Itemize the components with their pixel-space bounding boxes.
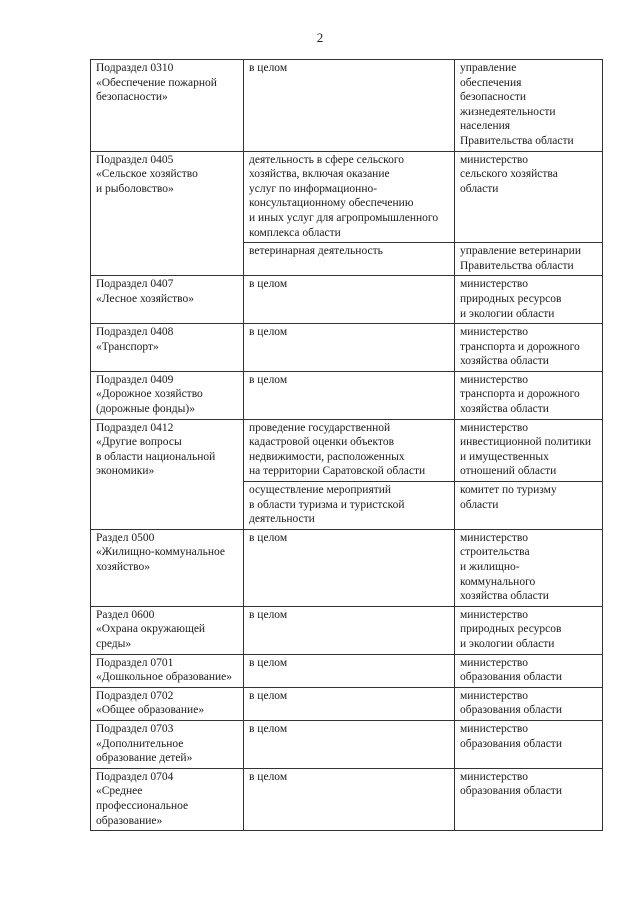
agency-cell (455, 768, 603, 830)
table-row (91, 419, 603, 481)
section-cell (91, 529, 244, 606)
activity-text: в целом (249, 722, 288, 735)
agency-cell (455, 687, 603, 720)
activity-cell (244, 768, 455, 830)
agency-text: министерство строительства и жилищно- коммунального хозяйства области (460, 531, 549, 603)
table-row (91, 720, 603, 768)
table-row (91, 606, 603, 654)
section-text: Подраздел 0701 «Дошкольное образование» (96, 656, 233, 684)
agency-cell (455, 60, 603, 152)
table-row (91, 324, 603, 372)
agency-text: министерство образования области (460, 770, 562, 798)
section-cell (91, 60, 244, 152)
agency-cell (455, 151, 603, 243)
section-text: Подраздел 0703 «Дополнительное образование детей» (96, 722, 193, 765)
agency-text: министерство природных ресурсов и экологии области (460, 608, 562, 650)
agency-text: министерство сельского хозяйства области (460, 153, 558, 195)
section-cell (91, 371, 244, 419)
activity-cell (244, 720, 455, 768)
section-text: Подраздел 0407 «Лесное хозяйство» (96, 278, 195, 305)
agency-cell (455, 276, 603, 324)
agency-text: министерство инвестиционной политики и имущественных отношений области (460, 421, 592, 478)
agency-cell (455, 654, 603, 687)
section-cell (91, 324, 244, 372)
table-row (91, 371, 603, 419)
section-text: Подраздел 0310 «Обеспечение пожарной безопасности» (96, 62, 217, 104)
section-text: Подраздел 0412 «Другие вопросы в области национальной экономики» (96, 421, 216, 478)
table-row (91, 60, 603, 152)
activity-text: в целом (249, 62, 288, 74)
activity-text: в целом (249, 656, 288, 669)
activity-cell (244, 687, 455, 720)
activity-text: проведение государственной кадастровой оценки объектов недвижимости, расположенных на территории Саратовской области (249, 421, 426, 478)
page-number: 2 (316, 30, 324, 45)
table-row (91, 529, 603, 606)
activity-text: в целом (249, 278, 288, 291)
table-row (91, 687, 603, 720)
table-body (91, 60, 603, 831)
activity-text: в целом (249, 531, 288, 544)
activity-text: в целом (249, 373, 288, 386)
table-row (91, 768, 603, 830)
responsibility-table (90, 59, 603, 831)
table-row (91, 276, 603, 324)
agency-text: министерство природных ресурсов и экологии области (460, 278, 562, 320)
section-cell (91, 151, 244, 276)
activity-text: ветеринарная деятельность (249, 245, 383, 258)
activity-cell (244, 60, 455, 152)
section-cell (91, 720, 244, 768)
section-text: Подраздел 0704 «Среднее профессиональное образование» (96, 770, 189, 827)
section-cell (91, 276, 244, 324)
agency-text: министерство образования области (460, 656, 562, 684)
activity-cell (244, 419, 455, 481)
activity-cell (244, 654, 455, 687)
agency-text: управление обеспечения безопасности жизнедеятельности населения Правительства области (460, 62, 574, 147)
agency-text: министерство транспорта и дорожного хозяйства области (460, 373, 580, 416)
section-cell (91, 654, 244, 687)
section-text: Подраздел 0408 «Транспорт» (96, 326, 174, 353)
agency-text: министерство транспорта и дорожного хозяйства области (460, 326, 580, 368)
agency-cell (455, 243, 603, 276)
activity-text: в целом (249, 326, 288, 339)
section-cell (91, 687, 244, 720)
activity-text: деятельность в сфере сельского хозяйства, включая оказание услуг по информационно- консультационному обеспечению и иных услуг для агропромышленного комплекса области (249, 153, 439, 239)
activity-cell (244, 482, 455, 530)
activity-cell (244, 324, 455, 372)
section-text: Подраздел 0409 «Дорожное хозяйство (дорожные фонды)» (96, 373, 203, 416)
section-text: Раздел 0600 «Охрана окружающей среды» (96, 608, 206, 650)
agency-cell (455, 371, 603, 419)
section-cell (91, 606, 244, 654)
activity-cell (244, 276, 455, 324)
activity-text: осуществление мероприятий в области туризма и туристской деятельности (249, 484, 405, 526)
section-text: Подраздел 0702 «Общее образование» (96, 689, 205, 717)
activity-cell (244, 371, 455, 419)
section-cell (91, 768, 244, 830)
activity-cell (244, 529, 455, 606)
activity-cell (244, 243, 455, 276)
agency-cell (455, 529, 603, 606)
table-row (91, 151, 603, 243)
section-cell (91, 419, 244, 529)
activity-cell (244, 151, 455, 243)
agency-cell (455, 324, 603, 372)
table-row (91, 654, 603, 687)
section-text: Раздел 0500 «Жилищно-коммунальное хозяйство» (96, 531, 226, 573)
agency-text: управление ветеринарии Правительства области (460, 245, 581, 272)
agency-text: комитет по туризму области (460, 484, 557, 511)
agency-cell (455, 419, 603, 481)
agency-text: министерство образования области (460, 689, 562, 717)
agency-cell (455, 482, 603, 530)
agency-text: министерство образования области (460, 722, 562, 750)
activity-cell (244, 606, 455, 654)
agency-cell (455, 720, 603, 768)
activity-text: в целом (249, 689, 288, 702)
agency-cell (455, 606, 603, 654)
section-text: Подраздел 0405 «Сельское хозяйство и рыболовство» (96, 153, 198, 195)
activity-text: в целом (249, 770, 288, 783)
activity-text: в целом (249, 608, 288, 621)
